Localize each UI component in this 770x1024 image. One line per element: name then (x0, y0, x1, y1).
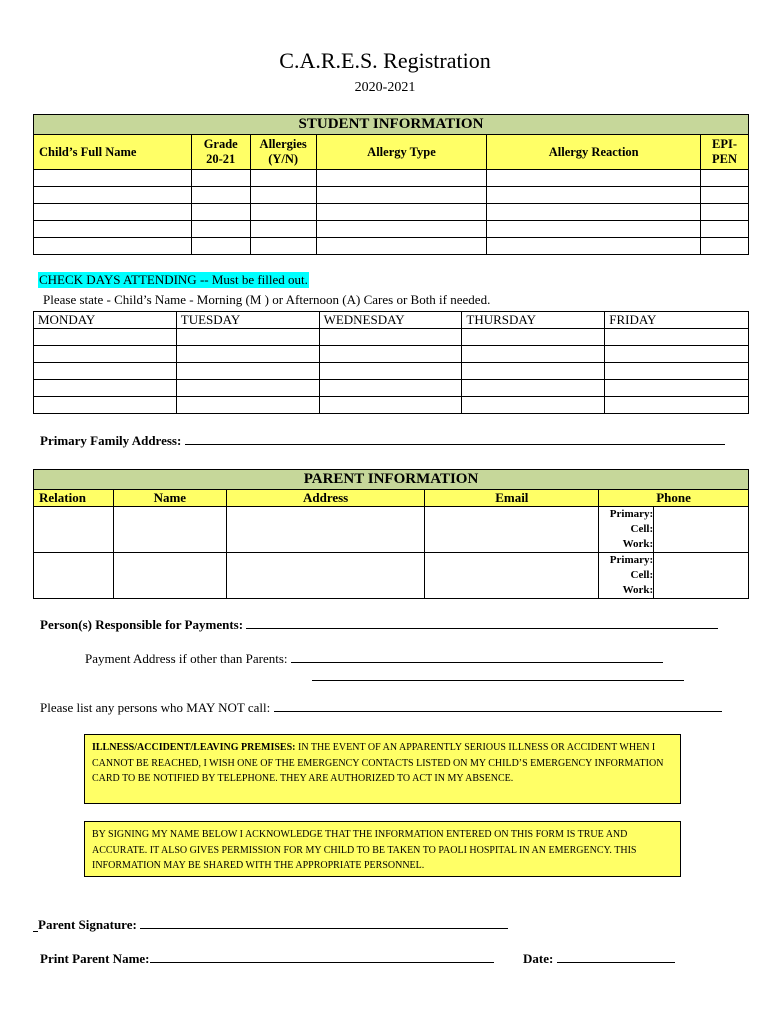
parent-signature-field[interactable] (140, 916, 508, 929)
primary-family-address (40, 432, 725, 449)
input-cell[interactable] (701, 187, 749, 204)
input-cell[interactable] (250, 221, 316, 238)
input-cell[interactable] (176, 363, 319, 380)
input-cell[interactable] (191, 170, 250, 187)
check-days-highlight: CHECK DAYS ATTENDING -- Must be filled out. (39, 272, 308, 287)
col-epi-pen: EPI- PEN (701, 135, 749, 170)
may-not-call (40, 699, 722, 716)
input-cell[interactable] (605, 397, 749, 414)
payment-responsible-field[interactable] (246, 616, 718, 629)
input-cell[interactable] (34, 397, 177, 414)
signing-notice-box (84, 821, 681, 877)
print-parent-name (40, 950, 494, 967)
input-cell[interactable] (316, 238, 487, 255)
payment-responsible-label: Person(s) Responsible for Payments: (40, 617, 244, 632)
col-allergy-reaction: Allergy Reaction (487, 135, 701, 170)
col-address: Address (226, 490, 425, 507)
may-not-call-field[interactable] (274, 699, 722, 712)
days-row (34, 397, 749, 414)
may-not-call-label: Please list any persons who MAY NOT call: (40, 700, 271, 715)
input-cell[interactable] (319, 397, 462, 414)
print-name-label: Print Parent Name: (40, 951, 150, 966)
input-cell[interactable] (250, 238, 316, 255)
payment-address-label: Payment Address if other than Parents: (85, 651, 288, 666)
print-name-field[interactable] (150, 950, 494, 963)
input-cell[interactable] (605, 329, 749, 346)
input-cell[interactable] (34, 238, 192, 255)
input-cell[interactable] (462, 329, 605, 346)
input-cell[interactable] (701, 204, 749, 221)
input-cell[interactable] (701, 170, 749, 187)
address-field[interactable] (185, 432, 725, 445)
student-row (34, 238, 749, 255)
input-cell[interactable] (316, 170, 487, 187)
illness-notice-text: IN THE EVENT OF AN APPARENTLY SERIOUS ILLNESS OR ACCIDENT WHEN I CANNOT BE REACHED, I WISH ONE OF THE EMERGENCY CONTACTS LISTED ON MY CHILD’S EMERGENCY INFORMATION CARD TO BE NOTIFIED BY TELEPHONE. THEY ARE AUTHORIZED TO ACT IN MY ABSENCE. (92, 742, 664, 784)
input-cell[interactable] (605, 346, 749, 363)
input-cell[interactable] (191, 221, 250, 238)
input-cell[interactable] (34, 346, 177, 363)
input-cell[interactable] (176, 346, 319, 363)
col-monday: MONDAY (34, 312, 177, 329)
input-cell[interactable] (487, 187, 701, 204)
col-thursday: THURSDAY (462, 312, 605, 329)
col-email: Email (425, 490, 599, 507)
col-phone: Phone (599, 490, 749, 507)
input-cell[interactable] (113, 553, 226, 599)
input-cell[interactable] (487, 204, 701, 221)
input-cell[interactable] (425, 507, 599, 553)
input-cell[interactable] (487, 238, 701, 255)
input-cell[interactable] (34, 507, 114, 553)
signature-underline-start (33, 931, 38, 932)
col-name: Name (113, 490, 226, 507)
student-row (34, 204, 749, 221)
col-child-full-name: Child’s Full Name (34, 135, 192, 170)
illness-notice-box (84, 734, 681, 804)
input-cell[interactable] (319, 329, 462, 346)
input-cell[interactable] (462, 346, 605, 363)
input-cell[interactable] (191, 238, 250, 255)
payment-address (85, 650, 663, 667)
input-cell[interactable] (191, 204, 250, 221)
input-cell[interactable] (34, 553, 114, 599)
input-cell[interactable] (191, 187, 250, 204)
parent-row (34, 553, 749, 599)
input-cell[interactable] (34, 221, 192, 238)
input-cell[interactable] (701, 221, 749, 238)
input-cell[interactable] (319, 380, 462, 397)
input-cell[interactable] (176, 380, 319, 397)
input-cell[interactable] (605, 363, 749, 380)
parent-row (34, 507, 749, 553)
input-cell[interactable] (113, 507, 226, 553)
col-allergies: Allergies (Y/N) (250, 135, 316, 170)
input-cell[interactable] (250, 204, 316, 221)
input-cell[interactable] (316, 221, 487, 238)
illness-notice-heading: ILLNESS/ACCIDENT/LEAVING PREMISES: (92, 742, 296, 753)
days-row (34, 346, 749, 363)
student-information-table (33, 114, 749, 255)
input-cell[interactable] (34, 363, 177, 380)
col-relation: Relation (34, 490, 114, 507)
parent-information-table (33, 469, 749, 599)
payment-address-field[interactable] (291, 650, 663, 663)
phone-labels: Primary: Cell: Work: (599, 553, 654, 598)
phone-cell[interactable] (599, 553, 749, 599)
input-cell[interactable] (176, 329, 319, 346)
input-cell[interactable] (316, 204, 487, 221)
phone-cell[interactable] (599, 507, 749, 553)
input-cell[interactable] (34, 170, 192, 187)
input-cell[interactable] (226, 507, 425, 553)
input-cell[interactable] (487, 221, 701, 238)
input-cell[interactable] (176, 397, 319, 414)
days-attending-table (33, 311, 749, 414)
payment-responsible (40, 616, 718, 633)
col-tuesday: TUESDAY (176, 312, 319, 329)
school-year: 2020-2021 (354, 80, 416, 95)
student-section-title: STUDENT INFORMATION (34, 115, 749, 135)
input-cell[interactable] (605, 380, 749, 397)
input-cell[interactable] (462, 363, 605, 380)
days-row (34, 363, 749, 380)
input-cell[interactable] (34, 204, 192, 221)
input-cell[interactable] (701, 238, 749, 255)
page-title: C.A.R.E.S. Registration (279, 48, 491, 73)
payment-address-line-2[interactable] (312, 668, 684, 686)
input-cell[interactable] (226, 553, 425, 599)
days-instruction: Please state - Child’s Name - Morning (M ) or Afternoon (A) Cares or Both if needed. (43, 292, 491, 307)
date-label: Date: (523, 951, 554, 966)
input-cell[interactable] (462, 397, 605, 414)
input-cell[interactable] (425, 553, 599, 599)
input-cell[interactable] (34, 187, 192, 204)
parent-signature-label: Parent Signature: (38, 917, 137, 932)
days-row (34, 380, 749, 397)
input-cell[interactable] (250, 187, 316, 204)
parent-section-title: PARENT INFORMATION (34, 470, 749, 490)
signing-notice-text: BY SIGNING MY NAME BELOW I ACKNOWLEDGE THAT THE INFORMATION ENTERED ON THIS FORM IS TRUE AND ACCURATE. IT ALSO GIVES PERMISSION FOR MY CHILD TO BE TAKEN TO PAOLI HOSPITAL IN AN EMERGENCY. THIS INFORMATION MAY BE SHARED WITH THE APPROPRIATE PERSONNEL. (92, 829, 637, 871)
student-row (34, 170, 749, 187)
parent-signature (38, 916, 508, 933)
input-cell[interactable] (462, 380, 605, 397)
input-cell[interactable] (250, 170, 316, 187)
col-allergy-type: Allergy Type (316, 135, 487, 170)
input-cell[interactable] (316, 187, 487, 204)
student-row (34, 187, 749, 204)
col-friday: FRIDAY (605, 312, 749, 329)
input-cell[interactable] (319, 346, 462, 363)
col-grade: Grade 20-21 (191, 135, 250, 170)
input-cell[interactable] (34, 380, 177, 397)
col-wednesday: WEDNESDAY (319, 312, 462, 329)
address-label: Primary Family Address: (40, 433, 182, 448)
input-cell[interactable] (34, 329, 177, 346)
student-row (34, 221, 749, 238)
input-cell[interactable] (319, 363, 462, 380)
phone-labels: Primary: Cell: Work: (599, 507, 654, 552)
date (523, 950, 675, 967)
date-field[interactable] (557, 950, 675, 963)
input-cell[interactable] (487, 170, 701, 187)
days-row (34, 329, 749, 346)
